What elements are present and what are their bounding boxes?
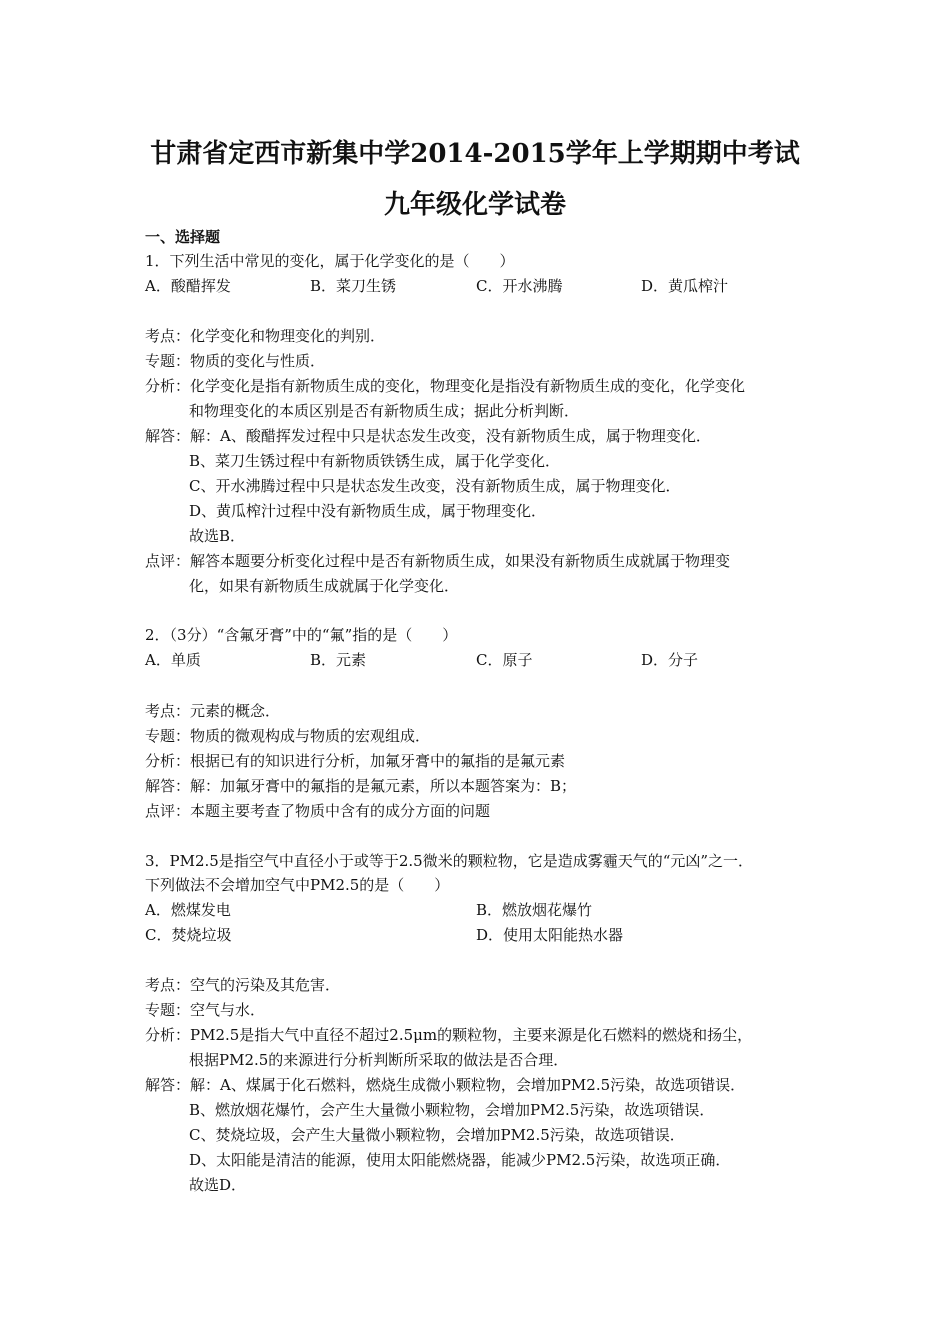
q1-jieda: 解答：解：A、酸醋挥发过程中只是状态发生改变，没有新物质生成，属于物理变化． (145, 427, 711, 445)
q1-jieda-b: B、菜刀生锈过程中有新物质铁锈生成，属于化学变化． (189, 452, 561, 470)
q1-option-c: C．开水沸腾 (476, 277, 563, 295)
q3-fenxi-cont: 根据PM2.5的来源进行分析判断所采取的做法是否合理． (189, 1051, 569, 1069)
q2-option-a: A．单质 (145, 651, 201, 669)
q3-answer: 故选D． (189, 1176, 247, 1194)
q3-jieda-c: C、焚烧垃圾，会产生大量微小颗粒物，会增加PM2.5污染，故选项错误． (189, 1126, 685, 1144)
q3-kaodian: 考点：空气的污染及其危害． (145, 976, 341, 994)
document-subtitle: 九年级化学试卷 (383, 190, 566, 220)
q3-option-c: C．焚烧垃圾 (145, 926, 232, 944)
q1-jieda-c: C、开水沸腾过程中只是状态发生改变，没有新物质生成，属于物理变化． (189, 477, 681, 495)
q1-dianping: 点评：解答本题要分析变化过程中是否有新物质生成，如果没有新物质生成就属于物理变 (145, 552, 731, 570)
q1-answer: 故选B． (189, 527, 246, 545)
q1-option-b: B．菜刀生锈 (310, 277, 397, 295)
q2-kaodian: 考点：元素的概念． (145, 702, 281, 720)
document-title: 甘肃省定西市新集中学2014-2015学年上学期期中考试 (150, 139, 800, 169)
q3-jieda: 解答：解：A、煤属于化石燃料，燃烧生成微小颗粒物，会增加PM2.5污染，故选项错误． (145, 1076, 746, 1094)
q3-stem-cont: 下列做法不会增加空气中PM2.5的是（ ） (145, 876, 450, 894)
q3-option-a: A．燃煤发电 (145, 901, 231, 919)
q2-option-d: D．分子 (641, 651, 699, 669)
q3-stem: 3．PM2.5是指空气中直径小于或等于2.5微米的颗粒物，它是造成雾霾天气的“元凶”之一． (145, 852, 754, 870)
q1-option-d: D．黄瓜榨汁 (641, 277, 729, 295)
q3-jieda-b: B、燃放烟花爆竹，会产生大量微小颗粒物，会增加PM2.5污染，故选项错误． (189, 1101, 715, 1119)
q2-option-b: B．元素 (310, 651, 367, 669)
q2-option-c: C．原子 (476, 651, 533, 669)
q2-stem: 2．（3分）“含氟牙膏”中的“氟”指的是（ ） (145, 626, 458, 644)
q1-kaodian: 考点：化学变化和物理变化的判别． (145, 327, 386, 345)
q1-option-a: A．酸醋挥发 (145, 277, 231, 295)
q1-fenxi-cont: 和物理变化的本质区别是否有新物质生成；据此分析判断． (189, 402, 580, 420)
q2-fenxi: 分析：根据已有的知识进行分析，加氟牙膏中的氟指的是氟元素 (145, 752, 566, 770)
q1-jieda-d: D、黄瓜榨汁过程中没有新物质生成，属于物理变化． (189, 502, 547, 520)
q1-fenxi: 分析：化学变化是指有新物质生成的变化，物理变化是指没有新物质生成的变化，化学变化 (145, 377, 746, 395)
q2-jieda: 解答：解：加氟牙膏中的氟指的是氟元素，所以本题答案为：B； (145, 777, 577, 795)
q3-option-d: D．使用太阳能热水器 (476, 926, 624, 944)
q1-stem: 1．下列生活中常见的变化，属于化学变化的是（ ） (145, 252, 515, 270)
q3-zhuanti: 专题：空气与水． (145, 1001, 266, 1019)
q3-option-b: B．燃放烟花爆竹 (476, 901, 593, 919)
section-heading: 一、选择题 (145, 228, 221, 246)
q3-jieda-d: D、太阳能是清洁的能源，使用太阳能燃烧器，能减少PM2.5污染，故选项正确． (189, 1151, 731, 1169)
q1-dianping-cont: 化，如果有新物质生成就属于化学变化． (189, 577, 460, 595)
q1-zhuanti: 专题：物质的变化与性质． (145, 352, 326, 370)
q2-zhuanti: 专题：物质的微观构成与物质的宏观组成． (145, 727, 431, 745)
q2-dianping: 点评：本题主要考查了物质中含有的成分方面的问题 (145, 802, 491, 820)
q3-fenxi: 分析：PM2.5是指大气中直径不超过2.5μm的颗粒物，主要来源是化石燃料的燃烧和扬尘， (145, 1026, 753, 1044)
